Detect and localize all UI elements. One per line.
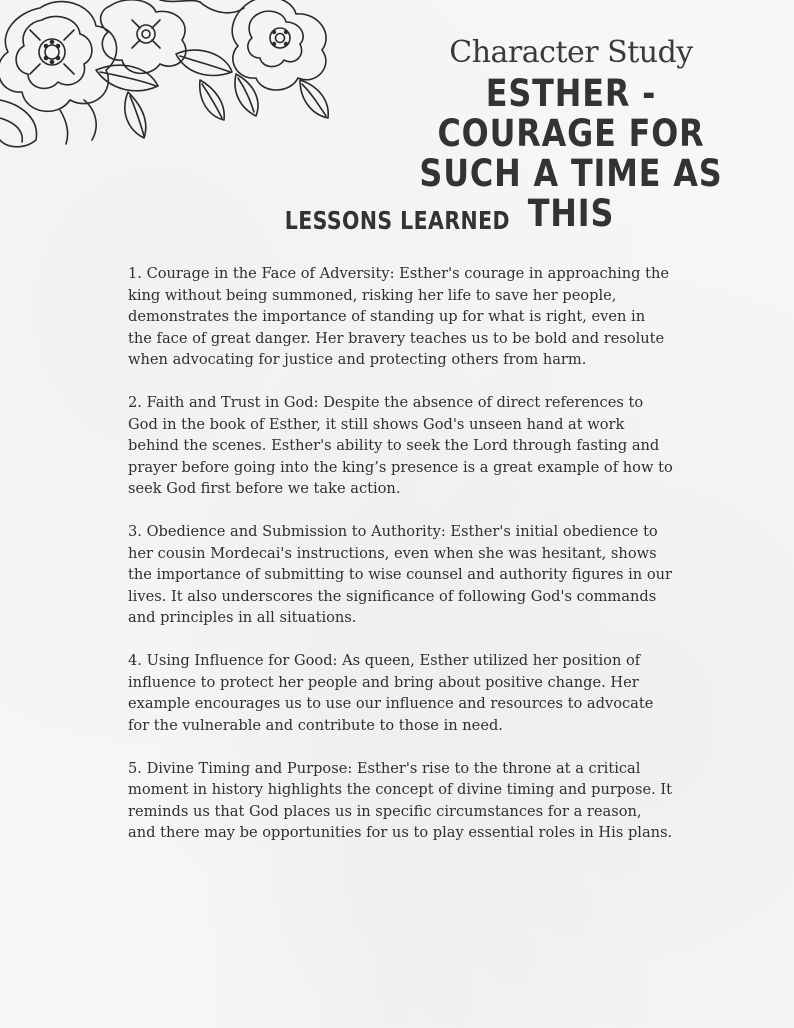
page-subtitle: Character Study (449, 35, 693, 70)
lesson-item-1: 1. Courage in the Face of Adversity: Esther's courage in approaching the king without being summoned, risking her life to save her people, demonstrates the importance of standing up for what is right, even in the face of great danger. Her bravery teaches us to be bold and resolute when advocating for justice and protecting others from harm. (128, 265, 670, 368)
lessons-list (128, 263, 673, 865)
lesson-item-3: 3. Obedience and Submission to Authority: Esther's initial obedience to her cousin Mordecai's instructions, even when she was hesitant, shows the importance of submitting to wise counsel and authority figures in our lives. It also underscores the significance of following God's commands and principles in all situations. (128, 523, 673, 626)
flower-right-icon (232, 0, 326, 90)
page-title-line-1: ESTHER - COURAGE FOR (437, 72, 705, 155)
lesson-item-4: 4. Using Influence for Good: As queen, Esther utilized her position of influence to protect her people and bring about positive change. Her example encourages us to use our influence and resources to advocate for the vulnerable and contribute to those in need. (128, 652, 654, 734)
lesson-item-2: 2. Faith and Trust in God: Despite the absence of direct references to God in the book of Esther, it still shows God's unseen hand at work behind the scenes. Esther's ability to seek the Lord through fasting and prayer before going into the king’s presence is a great example of how to seek God first before we take action. (128, 394, 673, 497)
section-heading (0, 206, 794, 235)
section-heading-text: LESSONS LEARNED (284, 206, 510, 235)
flower-large-icon (0, 2, 117, 112)
floral-illustration-icon (0, 0, 345, 150)
page-header (376, 34, 766, 234)
lesson-item-5: 5. Divine Timing and Purpose: Esther's rise to the throne at a critical moment in history highlights the concept of divine timing and purpose. It reminds us that God places us in specific circumstances for a reason, and there may be opportunities for us to play essential roles in His plans. (128, 759, 673, 841)
page-title-line-2: SUCH A TIME AS THIS (419, 152, 723, 235)
